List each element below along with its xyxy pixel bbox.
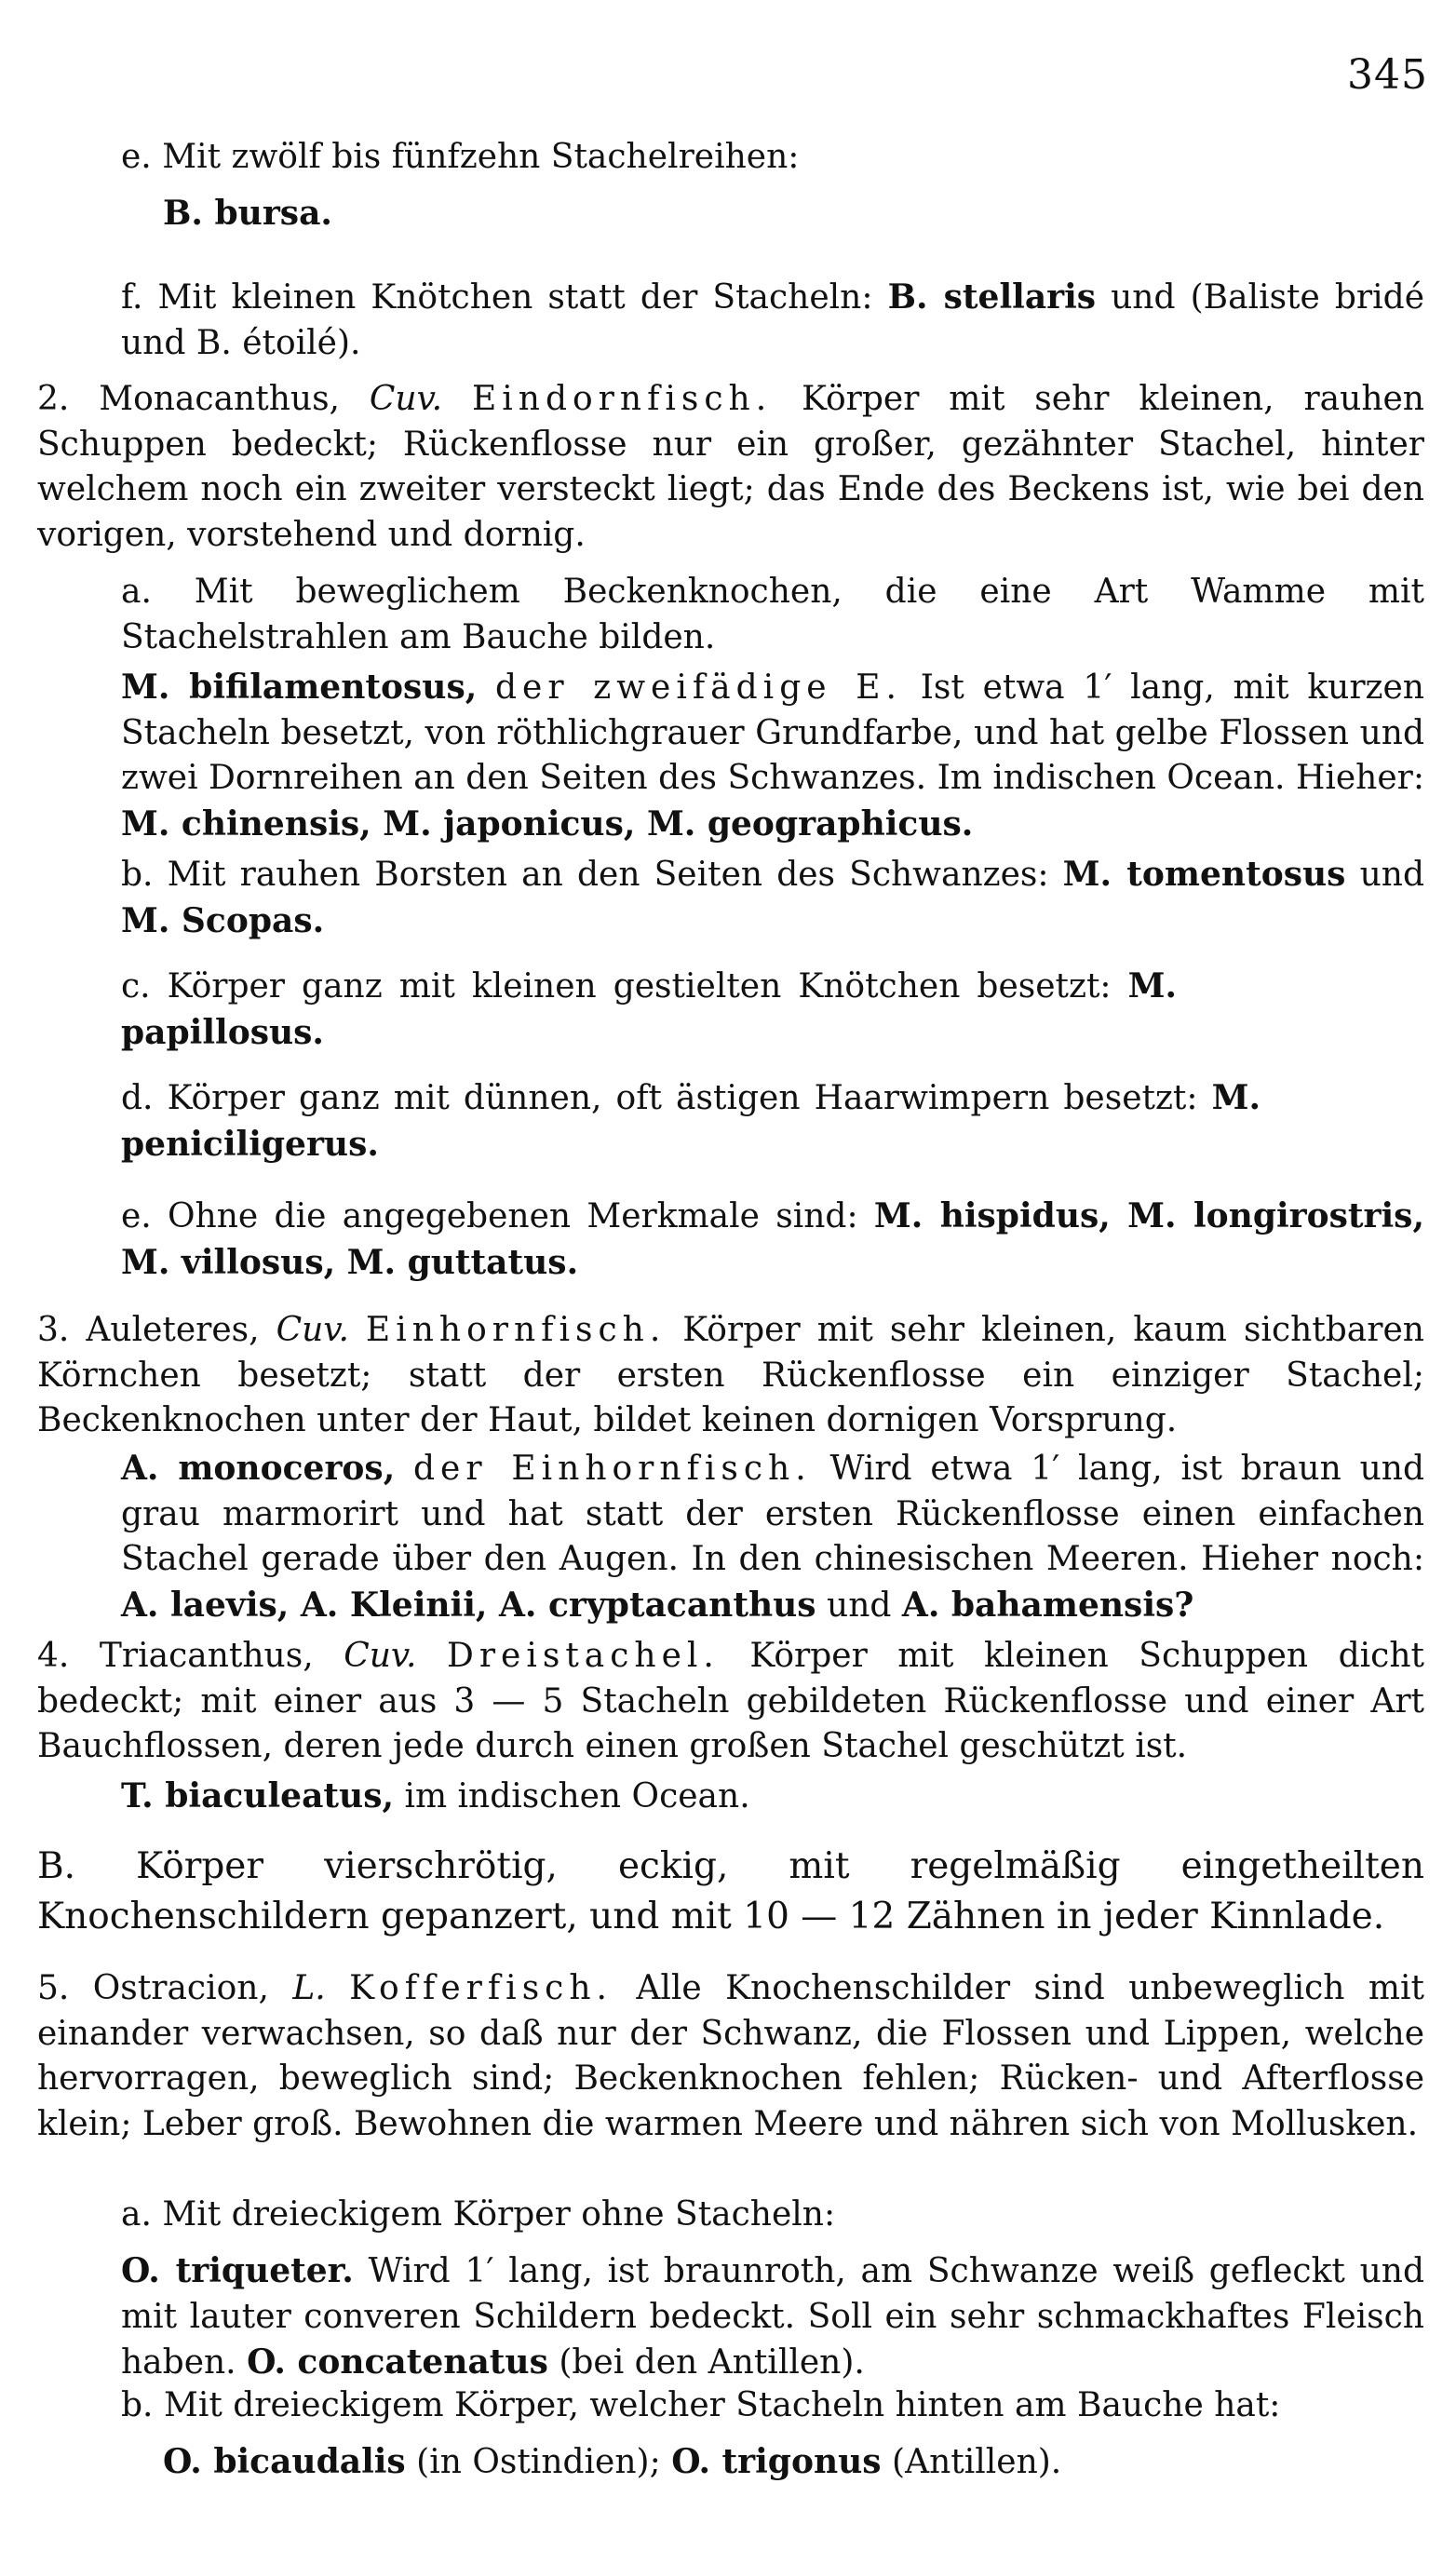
item-marker: 5. <box>37 1969 70 2007</box>
paragraph-text-rest: (bei den Antillen). <box>559 2343 865 2382</box>
paragraph-genus-triacanthus <box>37 1634 1424 1770</box>
paragraph-b-mit-stacheln <box>121 2383 1424 2429</box>
author-abbrev: Cuv. <box>276 1311 349 1349</box>
paragraph-text: Körper mit kleinen Schuppen dicht bedeckt; mit einer aus 3 — 5 Stacheln gebildeten Rückenflosse und einer Art Bauchflossen, deren jede durch einen großen Stachel geschützt ist. <box>37 1637 1424 1765</box>
paragraph-m-bifilamentosus <box>121 665 1424 847</box>
item-marker: b. <box>121 2386 154 2424</box>
paragraph-text: Mit kleinen Knötchen statt der Stacheln: <box>157 278 873 317</box>
german-name: Dreistachel. <box>446 1637 720 1675</box>
paragraph-text: Ist etwa 1′ lang, mit kurzen Stacheln besetzt, von röthlichgrauer Grundfarbe, und hat gelbe Flossen und zwei Dornreihen an den Seiten des Schwanzes. Im indischen Ocean. Hieher: <box>121 668 1424 797</box>
paragraph-text: Ohne die angegebenen Merkmale sind: <box>168 1197 858 1235</box>
paragraph-text: Körper mit sehr kleinen, rauhen Schuppen bedeckt; Rückenflosse nur ein großer, gezähnter Stachel, hinter welchem noch ein zweiter versteckt liegt; das Ende des Beckens ist, wie bei den vorigen, vorstehend und dornig. <box>37 380 1424 554</box>
latin-name: M. peniciligerus. <box>121 1078 1261 1164</box>
page-number: 345 <box>1347 51 1428 99</box>
paragraph-text: Mit dreieckigem Körper ohne Stacheln: <box>162 2195 836 2234</box>
paragraph-text: Körper mit sehr kleinen, kaum sichtbaren Körnchen besetzt; statt der ersten Rückenflosse ein einziger Stachel; Beckenknochen unter der Haut, bildet keinen dornigen Vorsprung. <box>37 1311 1424 1439</box>
german-name: der Einhornfisch. <box>413 1450 812 1488</box>
paragraph-genus-ostracion <box>37 1966 1424 2147</box>
paragraph-text-rest: (Antillen). <box>892 2443 1062 2481</box>
latin-name: M. bifilamentosus, <box>121 668 478 707</box>
item-marker: 4. <box>37 1637 70 1675</box>
genus-name: Monacanthus, <box>99 380 340 418</box>
author-abbrev: Cuv. <box>369 380 443 418</box>
genus-name: Triacanthus, <box>99 1637 314 1675</box>
genus-name: Ostracion, <box>92 1969 269 2007</box>
item-marker: d. <box>121 1079 154 1117</box>
paragraph-text: Körper ganz mit dünnen, oft ästigen Haarwimpern besetzt: <box>167 1079 1198 1117</box>
latin-name-2: O. concatenatus <box>247 2342 548 2382</box>
paragraph-text: im indischen Ocean. <box>404 1777 750 1815</box>
item-marker: c. <box>121 967 151 1006</box>
paragraph-b-bursa <box>163 191 1424 237</box>
paragraph-d-peniciligerus <box>121 1075 1261 1168</box>
item-marker: f. <box>121 278 143 317</box>
item-marker: e. <box>121 1197 152 1235</box>
paragraph-b-borsten <box>121 852 1424 944</box>
paragraph-text: (in Ostindien); <box>416 2443 661 2481</box>
latin-name: T. biaculeatus, <box>121 1776 394 1815</box>
paragraph-t-biaculeatus <box>121 1774 1424 1820</box>
paragraph-text: Wird 1′ lang, ist braunroth, am Schwanze weiß gefleckt und mit lauter converen Schildern bedeckt. Soll ein sehr schmackhaftes Fleisch haben. <box>121 2252 1424 2382</box>
item-marker: a. <box>121 2195 152 2234</box>
latin-name: B. stellaris <box>887 277 1097 317</box>
paragraph-text: Alle Knochenschilder sind unbeweglich mit einander verwachsen, so daß nur der Schwanz, die Flossen und Lippen, welche hervorragen, beweglich sind; Beckenknochen fehlen; Rücken- und Afterflosse klein; Leber groß. Bewohnen die warmen Meere und nähren sich von Mollusken. <box>37 1969 1424 2143</box>
german-name: der zweifädige E. <box>494 668 902 707</box>
item-marker: 3. <box>37 1311 70 1349</box>
paragraph-e-hispidus <box>121 1194 1424 1286</box>
item-marker: e. <box>121 138 152 176</box>
paragraph-text-rest: und <box>827 1586 892 1625</box>
latin-name-3: A. bahamensis? <box>901 1585 1194 1625</box>
section-marker: B. <box>37 1845 76 1887</box>
latin-name: M. tomentosus <box>1062 855 1346 894</box>
latin-name: A. monoceros, <box>121 1449 396 1488</box>
genus-name: Auleteres, <box>86 1311 260 1349</box>
paragraph-a-ohne-stacheln <box>121 2193 1424 2238</box>
latin-names-list: M. hispidus, M. longirostris, M. villosus, M. guttatus. <box>121 1196 1424 1282</box>
paragraph-text: Wird etwa 1′ lang, ist braun und grau marmorirt und hat statt der ersten Rückenflosse einen einfachen Stachel gerade über den Augen. In den chinesischen Meeren. Hieher noch: <box>121 1450 1424 1578</box>
paragraph-c-papillosus <box>121 964 1177 1056</box>
latin-name: B. bursa. <box>163 194 332 233</box>
author-abbrev: Cuv. <box>344 1637 417 1675</box>
paragraph-e-bursa-key <box>121 135 1424 181</box>
paragraph-genus-monacanthus <box>37 377 1424 558</box>
paragraph-o-bicaudalis <box>163 2439 1424 2486</box>
latin-name: M. papillosus. <box>121 966 1177 1052</box>
item-marker: a. <box>121 573 152 611</box>
german-name: Einhornfisch. <box>365 1311 667 1349</box>
paragraph-a-monoceros <box>121 1446 1424 1628</box>
item-marker: b. <box>121 856 154 894</box>
paragraph-text: Körper ganz mit kleinen gestielten Knötchen besetzt: <box>167 967 1112 1006</box>
paragraph-text-rest: und (Baliste bridé und B. étoilé). <box>121 278 1424 362</box>
german-name: Kofferfisch. <box>349 1969 613 2007</box>
item-marker: 2. <box>37 380 70 418</box>
section-text: Körper vierschrötig, eckig, mit regelmäßig eingetheilten Knochenschildern gepanzert, und mit 10 — 12 Zähnen in jeder Kinnlade. <box>37 1845 1424 1937</box>
paragraph-o-triqueter <box>121 2248 1424 2386</box>
latin-names-list: M. chinensis, M. japonicus, M. geographicus. <box>121 803 974 844</box>
latin-name-2: O. trigonus <box>671 2442 882 2481</box>
paragraph-text-rest: und <box>1359 856 1424 894</box>
latin-name-2: M. Scopas. <box>121 900 325 940</box>
section-heading-b <box>37 1842 1424 1942</box>
german-name: Eindornfisch. <box>471 380 773 418</box>
latin-name: O. bicaudalis <box>163 2442 406 2481</box>
paragraph-f-stellaris <box>121 275 1424 366</box>
paragraph-text: Mit zwölf bis fünfzehn Stachelreihen: <box>162 138 800 176</box>
paragraph-a-beckenknochen <box>121 570 1424 660</box>
latin-names-list: A. laevis, A. Kleinii, A. cryptacanthus <box>121 1585 816 1625</box>
paragraph-genus-auleteres <box>37 1308 1424 1444</box>
latin-name: O. triqueter. <box>121 2251 354 2290</box>
paragraph-text: Mit beweglichem Beckenknochen, die eine Art Wamme mit Stachelstrahlen am Bauche bilden. <box>121 573 1424 656</box>
paragraph-text: Mit rauhen Borsten an den Seiten des Schwanzes: <box>167 856 1049 894</box>
author-abbrev: L. <box>292 1969 326 2007</box>
paragraph-text: Mit dreieckigem Körper, welcher Stacheln hinten am Bauche hat: <box>163 2386 1281 2424</box>
